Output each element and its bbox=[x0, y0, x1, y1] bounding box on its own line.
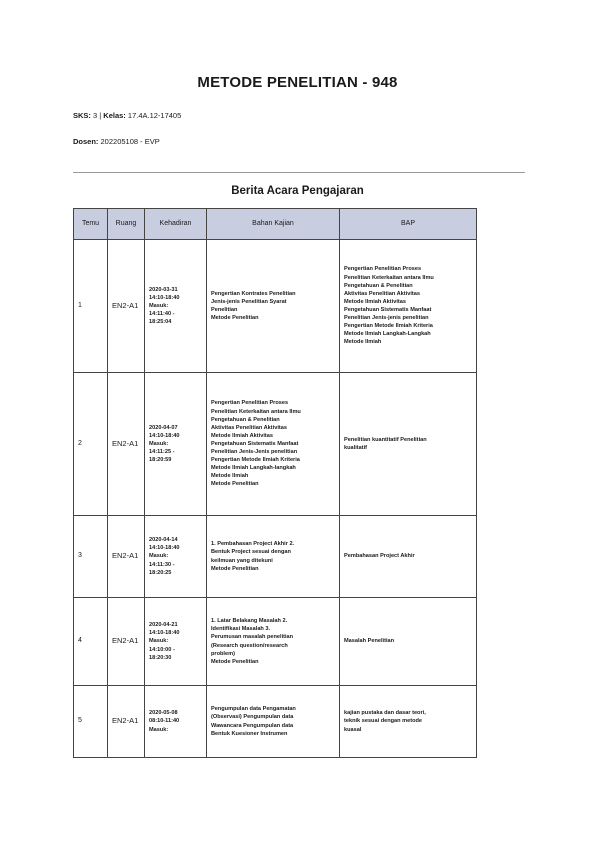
bahan-line: Pengetahuan Sistematis Manfaat bbox=[211, 440, 299, 447]
bap-line: Pengetahuan & Penelitian bbox=[344, 282, 413, 289]
bahan-line: problem) bbox=[211, 650, 235, 657]
dosen-label: Dosen: bbox=[73, 137, 99, 146]
cell-ruang: EN2-A1 bbox=[108, 373, 145, 516]
cell-temu: 4 bbox=[74, 598, 108, 686]
bap-line: Penelitian Keterkaitan antara Ilmu bbox=[344, 274, 434, 281]
cell-ruang: EN2-A1 bbox=[108, 240, 145, 373]
kehadiran-line: 14:10:00 - bbox=[149, 646, 175, 653]
kelas-value: 17.4A.12-17405 bbox=[125, 111, 182, 120]
kehadiran-line: 14:10-18:40 bbox=[149, 432, 180, 439]
bap-line: kajian pustaka dan dasar teori, bbox=[344, 710, 426, 717]
bahan-line: (Observasi) Pengumpulan data bbox=[211, 714, 294, 721]
bap-line: Pengetahuan Sistematis Manfaat bbox=[344, 307, 432, 313]
bahan-line: Pengetahuan & Penelitian bbox=[211, 416, 280, 423]
table-row bbox=[74, 516, 477, 598]
page-title: METODE PENELITIAN - 948 bbox=[197, 74, 398, 91]
kehadiran-line: 14:10-18:40 bbox=[149, 294, 180, 301]
table-row bbox=[74, 686, 477, 758]
cell-temu: 2 bbox=[74, 373, 108, 516]
cell-kehadiran bbox=[145, 240, 207, 373]
kehadiran-line: 14:11:25 - bbox=[149, 449, 175, 456]
cell-temu: 5 bbox=[74, 686, 108, 758]
kehadiran-line: 2020-05-08 bbox=[149, 710, 178, 717]
kehadiran-line: 18:20:25 bbox=[149, 569, 172, 576]
dosen-value: 202205108 - EVP bbox=[98, 137, 160, 146]
bap-line: Masalah Penelitian bbox=[344, 638, 395, 645]
cell-temu: 1 bbox=[74, 240, 108, 373]
cell-temu: 3 bbox=[74, 516, 108, 598]
cell-kehadiran bbox=[145, 598, 207, 686]
bahan-line: Perumusan masalah penelitian bbox=[211, 634, 294, 641]
header-bap: BAP bbox=[340, 209, 477, 240]
sks-label: SKS: bbox=[73, 111, 91, 120]
kehadiran-line: 14:11:40 - bbox=[149, 311, 175, 318]
bahan-line: Metode Ilmiah bbox=[211, 473, 249, 480]
kehadiran-line: 14:11:30 - bbox=[149, 561, 175, 568]
bahan-line: Bentuk Kuesioner Instrumen bbox=[211, 730, 288, 737]
cell-bap bbox=[340, 240, 477, 373]
kehadiran-line: Masuk: bbox=[149, 553, 169, 560]
cell-kehadiran bbox=[145, 686, 207, 758]
bahan-line: Pengumpulan data Pengamatan bbox=[211, 706, 296, 713]
bahan-line: 1. Latar Belakang Masalah 2. bbox=[211, 618, 288, 625]
course-meta-line bbox=[73, 111, 181, 120]
bap-line: Pengertian Penelitian Proses bbox=[344, 266, 422, 273]
kehadiran-line: Masuk: bbox=[149, 726, 169, 733]
table-row bbox=[74, 598, 477, 686]
bahan-line: Bentuk Project sesuai dengan bbox=[211, 549, 291, 556]
bap-line: Penelitian Jenis-jenis penelitian bbox=[344, 315, 429, 322]
cell-bahan-kajian bbox=[207, 516, 340, 598]
cell-bap bbox=[340, 598, 477, 686]
bahan-line: Metode Ilmiah Langkah-langkah bbox=[211, 465, 296, 472]
divider bbox=[73, 172, 525, 173]
bap-line: Metode Ilmiah Aktivitas bbox=[344, 298, 406, 305]
bahan-line: Penelitian bbox=[211, 307, 238, 313]
kehadiran-line: 2020-03-31 bbox=[149, 286, 178, 293]
kehadiran-line: Masuk: bbox=[149, 302, 169, 309]
bap-line: Pembahasan Project Akhir bbox=[344, 553, 415, 560]
bahan-line: Metode Ilmiah Aktivitas bbox=[211, 432, 273, 439]
bap-line: Aktivitas Penelitian Aktivitas bbox=[344, 290, 420, 297]
bap-line: Pengertian Metode Ilmiah Kriteria bbox=[344, 323, 433, 330]
bap-line: Metode Ilmiah Langkah-Langkah bbox=[344, 331, 431, 338]
bahan-line: Aktivitas Penelitian Aktivitas bbox=[211, 424, 287, 431]
bahan-line: Metode Penelitian bbox=[211, 315, 259, 322]
table-header-row bbox=[74, 209, 477, 240]
kehadiran-line: 08:10-11:40 bbox=[149, 718, 180, 725]
kehadiran-line: 14:10-18:40 bbox=[149, 545, 180, 552]
cell-ruang: EN2-A1 bbox=[108, 516, 145, 598]
cell-bahan-kajian bbox=[207, 373, 340, 516]
section-title: Berita Acara Pengajaran bbox=[231, 185, 364, 197]
kehadiran-line: 2020-04-14 bbox=[149, 537, 178, 544]
table-row bbox=[74, 373, 477, 516]
kehadiran-line: 18:25:04 bbox=[149, 319, 172, 326]
sks-value: 3 | bbox=[90, 111, 104, 120]
header-temu: Temu bbox=[74, 209, 108, 240]
bahan-line: Pengertian Penelitian Proses bbox=[211, 400, 289, 407]
header-bahan-kajian: Bahan Kajian bbox=[207, 209, 340, 240]
bahan-line: keilmuan yang ditekuni bbox=[211, 557, 273, 564]
table-row bbox=[74, 240, 477, 373]
bap-line: Penelitian kuantitatif Penelitian bbox=[344, 436, 427, 443]
teaching-log-table bbox=[73, 208, 477, 758]
cell-bahan-kajian bbox=[207, 240, 340, 373]
cell-bap bbox=[340, 373, 477, 516]
cell-ruang: EN2-A1 bbox=[108, 686, 145, 758]
kehadiran-line: 2020-04-21 bbox=[149, 622, 178, 629]
kelas-label: Kelas: bbox=[103, 111, 126, 120]
bahan-line: Metode Penelitian bbox=[211, 481, 259, 488]
cell-bahan-kajian bbox=[207, 598, 340, 686]
bahan-line: Pengertian Kontrates Penelitian bbox=[211, 290, 296, 297]
cell-kehadiran bbox=[145, 516, 207, 598]
cell-bahan-kajian bbox=[207, 686, 340, 758]
bahan-line: Penelitian Keterkaitan antara Ilmu bbox=[211, 408, 301, 415]
kehadiran-line: Masuk: bbox=[149, 440, 169, 447]
kehadiran-line: 18:20:30 bbox=[149, 654, 172, 661]
kehadiran-line: Masuk: bbox=[149, 638, 169, 645]
bahan-line: Metode Penelitian bbox=[211, 658, 259, 665]
cell-bap bbox=[340, 516, 477, 598]
bahan-line: (Research question/research bbox=[211, 642, 288, 649]
bahan-line: Jenis-jenis Penelitian Syarat bbox=[211, 298, 287, 305]
header-ruang: Ruang bbox=[108, 209, 145, 240]
kehadiran-line: 18:20:59 bbox=[149, 457, 172, 464]
lecturer-meta-line bbox=[73, 137, 160, 146]
bahan-line: Penelitian Jenis-Jenis penelitian bbox=[211, 449, 298, 456]
bahan-line: Metode Penelitian bbox=[211, 565, 259, 572]
bahan-line: Identifikasi Masalah 3. bbox=[211, 626, 271, 633]
bap-line: teknik sesuai dengan metode bbox=[344, 718, 423, 725]
bap-line: kualitatif bbox=[344, 445, 368, 451]
kehadiran-line: 14:10-18:40 bbox=[149, 630, 180, 637]
cell-kehadiran bbox=[145, 373, 207, 516]
bap-line: kuasal bbox=[344, 726, 362, 733]
bap-line: Metode Ilmiah bbox=[344, 339, 382, 346]
cell-ruang: EN2-A1 bbox=[108, 598, 145, 686]
cell-bap bbox=[340, 686, 477, 758]
kehadiran-line: 2020-04-07 bbox=[149, 424, 178, 431]
bahan-line: Pengertian Metode Ilmiah Kriteria bbox=[211, 457, 300, 464]
header-kehadiran: Kehadiran bbox=[145, 209, 207, 240]
bahan-line: 1. Pembahasan Project Akhir 2. bbox=[211, 541, 295, 548]
bahan-line: Wawancara Pengumpulan data bbox=[211, 722, 294, 729]
